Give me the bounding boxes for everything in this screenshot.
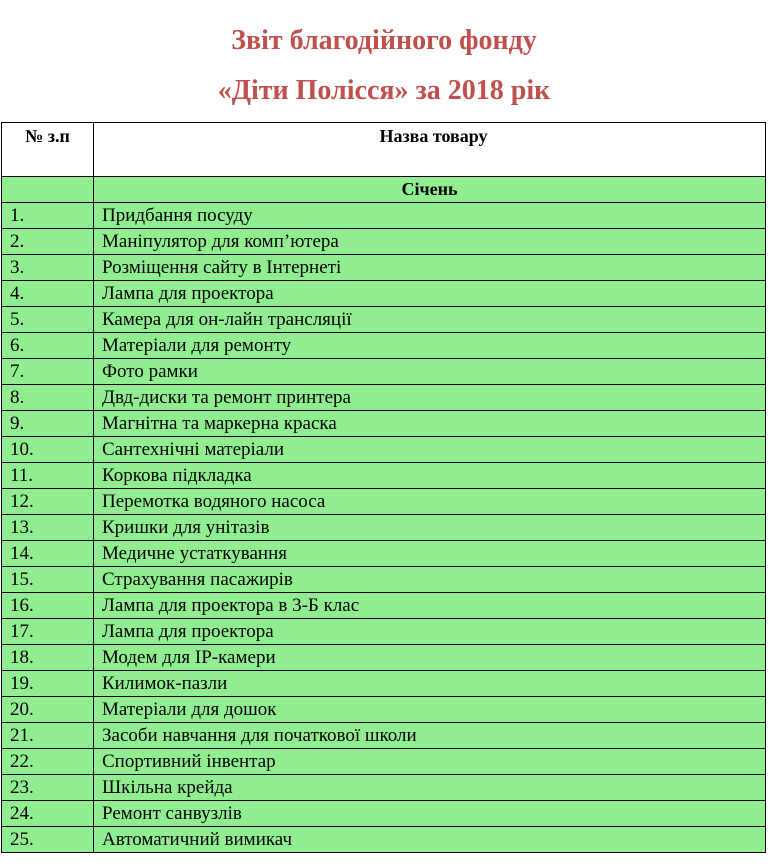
row-number-cell: 16. bbox=[2, 593, 94, 619]
item-name-cell: Килимок-пазли bbox=[94, 671, 766, 697]
table-row bbox=[2, 255, 766, 281]
table-row bbox=[2, 489, 766, 515]
report-title-line-2: «Діти Полісся» за 2018 рік bbox=[217, 75, 551, 106]
row-number-cell: 22. bbox=[2, 749, 94, 775]
item-name-cell: Ремонт санвузлів bbox=[94, 801, 766, 827]
item-name-cell: Лампа для проектора в 3-Б клас bbox=[94, 593, 766, 619]
item-name-cell: Кришки для унітазів bbox=[94, 515, 766, 541]
table-row bbox=[2, 697, 766, 723]
item-name-cell: Придбання посуду bbox=[94, 203, 766, 229]
table-row bbox=[2, 645, 766, 671]
row-number-cell: 18. bbox=[2, 645, 94, 671]
item-name-cell: Медичне устаткування bbox=[94, 541, 766, 567]
row-number-cell: 13. bbox=[2, 515, 94, 541]
row-number-cell: 6. bbox=[2, 333, 94, 359]
row-number-cell: 14. bbox=[2, 541, 94, 567]
item-name-cell: Лампа для проектора bbox=[94, 281, 766, 307]
table-row bbox=[2, 281, 766, 307]
row-number-cell: 8. bbox=[2, 385, 94, 411]
item-name-cell: Модем для IP-камери bbox=[94, 645, 766, 671]
row-number-cell: 2. bbox=[2, 229, 94, 255]
row-number-cell: 19. bbox=[2, 671, 94, 697]
item-name-cell: Лампа для проектора bbox=[94, 619, 766, 645]
table-header-row bbox=[2, 123, 766, 177]
item-name-cell: Коркова підкладка bbox=[94, 463, 766, 489]
column-header-number: № з.п bbox=[2, 123, 94, 177]
item-name-cell: Страхування пасажирів bbox=[94, 567, 766, 593]
row-number-cell: 21. bbox=[2, 723, 94, 749]
month-label: Січень bbox=[94, 177, 766, 203]
table-row bbox=[2, 411, 766, 437]
table-row bbox=[2, 463, 766, 489]
table-row bbox=[2, 307, 766, 333]
report-table-body bbox=[2, 177, 766, 853]
item-name-cell: Сантехнічні матеріали bbox=[94, 437, 766, 463]
row-number-cell: 11. bbox=[2, 463, 94, 489]
month-row-empty-cell bbox=[2, 177, 94, 203]
table-row bbox=[2, 801, 766, 827]
table-row bbox=[2, 333, 766, 359]
row-number-cell: 23. bbox=[2, 775, 94, 801]
item-name-cell: Маніпулятор для комп’ютера bbox=[94, 229, 766, 255]
item-name-cell: Розміщення сайту в Інтернеті bbox=[94, 255, 766, 281]
item-name-cell: Камера для он-лайн трансляції bbox=[94, 307, 766, 333]
row-number-cell: 9. bbox=[2, 411, 94, 437]
report-title-line-1: Звіт благодійного фонду bbox=[231, 25, 537, 56]
table-row bbox=[2, 541, 766, 567]
row-number-cell: 10. bbox=[2, 437, 94, 463]
table-row bbox=[2, 567, 766, 593]
item-name-cell: Автоматичний вимикач bbox=[94, 827, 766, 853]
item-name-cell: Шкільна крейда bbox=[94, 775, 766, 801]
item-name-cell: Матеріали для дошок bbox=[94, 697, 766, 723]
item-name-cell: Магнітна та маркерна краска bbox=[94, 411, 766, 437]
item-name-cell: Двд-диски та ремонт принтера bbox=[94, 385, 766, 411]
row-number-cell: 5. bbox=[2, 307, 94, 333]
item-name-cell: Засоби навчання для початкової школи bbox=[94, 723, 766, 749]
column-header-name: Назва товару bbox=[94, 123, 766, 177]
table-row bbox=[2, 723, 766, 749]
row-number-cell: 4. bbox=[2, 281, 94, 307]
row-number-cell: 24. bbox=[2, 801, 94, 827]
report-table bbox=[1, 122, 766, 853]
table-row bbox=[2, 671, 766, 697]
table-row bbox=[2, 203, 766, 229]
item-name-cell: Спортивний інвентар bbox=[94, 749, 766, 775]
item-name-cell: Фото рамки bbox=[94, 359, 766, 385]
table-row bbox=[2, 437, 766, 463]
row-number-cell: 17. bbox=[2, 619, 94, 645]
row-number-cell: 1. bbox=[2, 203, 94, 229]
table-row bbox=[2, 775, 766, 801]
item-name-cell: Матеріали для ремонту bbox=[94, 333, 766, 359]
month-row bbox=[2, 177, 766, 203]
row-number-cell: 15. bbox=[2, 567, 94, 593]
table-row bbox=[2, 593, 766, 619]
table-row bbox=[2, 515, 766, 541]
table-row bbox=[2, 619, 766, 645]
table-row bbox=[2, 827, 766, 853]
row-number-cell: 12. bbox=[2, 489, 94, 515]
table-row bbox=[2, 749, 766, 775]
table-row bbox=[2, 359, 766, 385]
table-row bbox=[2, 229, 766, 255]
row-number-cell: 20. bbox=[2, 697, 94, 723]
row-number-cell: 3. bbox=[2, 255, 94, 281]
table-row bbox=[2, 385, 766, 411]
row-number-cell: 25. bbox=[2, 827, 94, 853]
row-number-cell: 7. bbox=[2, 359, 94, 385]
item-name-cell: Перемотка водяного насоса bbox=[94, 489, 766, 515]
